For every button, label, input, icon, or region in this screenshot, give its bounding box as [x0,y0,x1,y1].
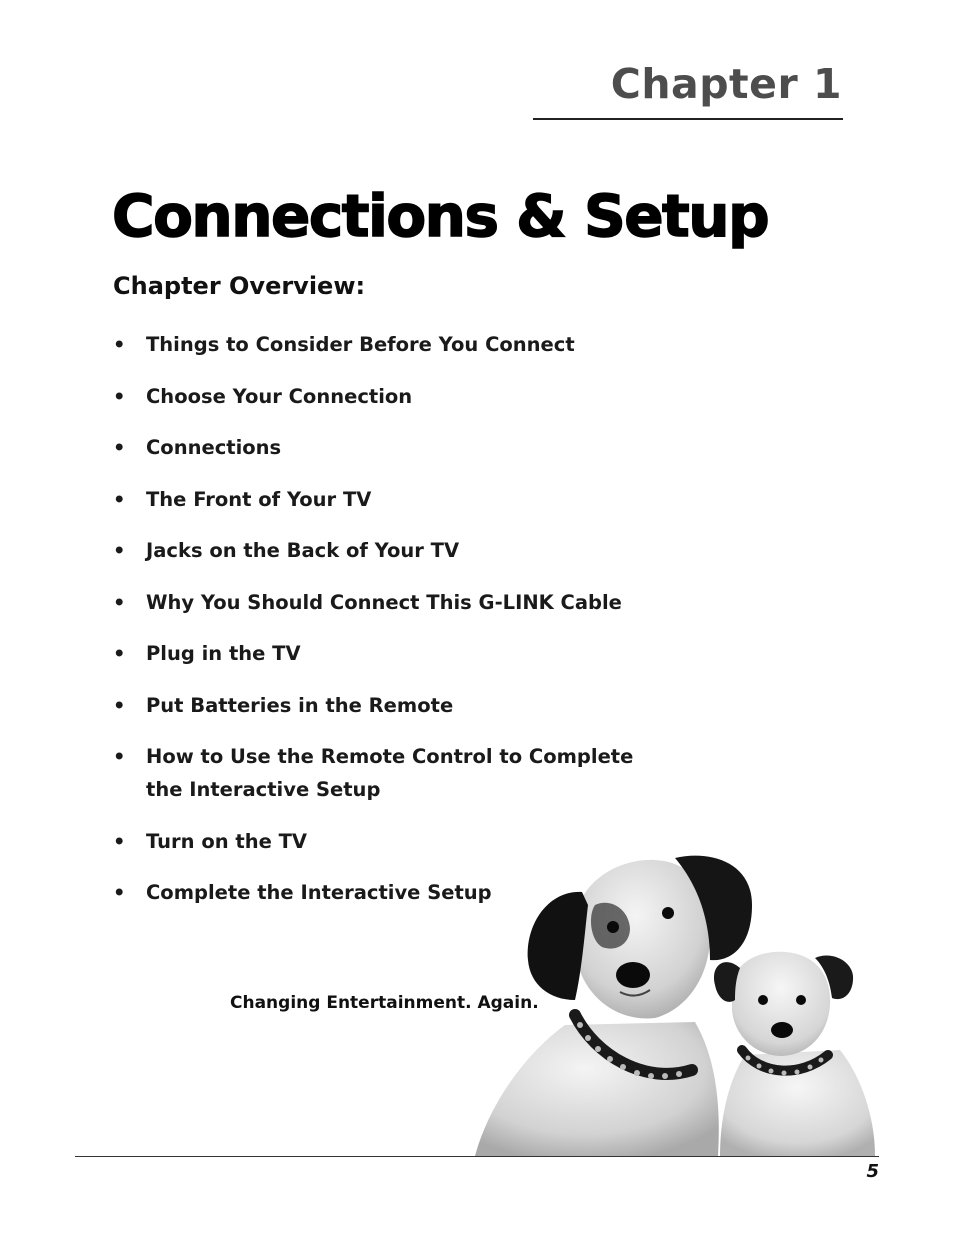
bullet: • [113,829,126,853]
small-dog-left-eye [758,995,768,1005]
list-item [113,740,666,806]
list-item [113,637,733,670]
list-item-text: Things to Consider Before You Connect [146,333,575,356]
bullet: • [113,642,126,665]
bullet: • [113,384,126,408]
dogs-photo [470,850,880,1156]
big-dog-nose [616,962,650,988]
bullet: • [113,333,126,356]
list-item-text: Plug in the TV [146,642,301,665]
list-item-text: The Front of Your TV [146,487,372,511]
list-item-text: Why You Should Connect This G-LINK Cable [146,590,622,614]
bullet: • [113,436,126,459]
list-item-text: Complete the Interactive Setup [146,881,492,904]
bullet: • [113,539,126,562]
list-item-text: Connections [146,436,282,459]
list-item [113,328,733,361]
bullet: • [113,693,126,717]
big-dog-left-eye [607,921,619,933]
list-item [113,483,733,516]
list-item-text: Choose Your Connection [146,384,413,408]
page-number: 5 [866,1161,879,1182]
bullet: • [113,881,126,904]
list-item [113,431,733,464]
bullet: • [113,487,126,511]
big-dog-right-eye [662,907,674,919]
list-item-text: How to Use the Remote Control to Complete the Interactive Setup [146,745,634,801]
page-title: Connections & Setup [112,182,769,250]
bullet: • [113,745,126,768]
list-item [113,534,733,567]
big-dog-left-ear [528,892,588,1000]
overview-heading: Chapter Overview: [113,272,366,300]
bullet: • [113,590,126,614]
overview-list [113,328,733,928]
chapter-label: Chapter 1 [610,60,842,108]
chapter-rule [533,118,843,120]
list-item-text: Jacks on the Back of Your TV [146,539,460,562]
tagline: Changing Entertainment. Again. [230,993,539,1013]
list-item [113,586,733,619]
small-dog-head [732,952,830,1056]
list-item [113,689,733,722]
list-item [113,380,733,413]
footer-rule [75,1156,879,1157]
small-dog-right-eye [796,995,806,1005]
list-item-text: Turn on the TV [146,829,308,853]
small-dog-nose [771,1022,793,1038]
list-item-text: Put Batteries in the Remote [146,693,454,717]
